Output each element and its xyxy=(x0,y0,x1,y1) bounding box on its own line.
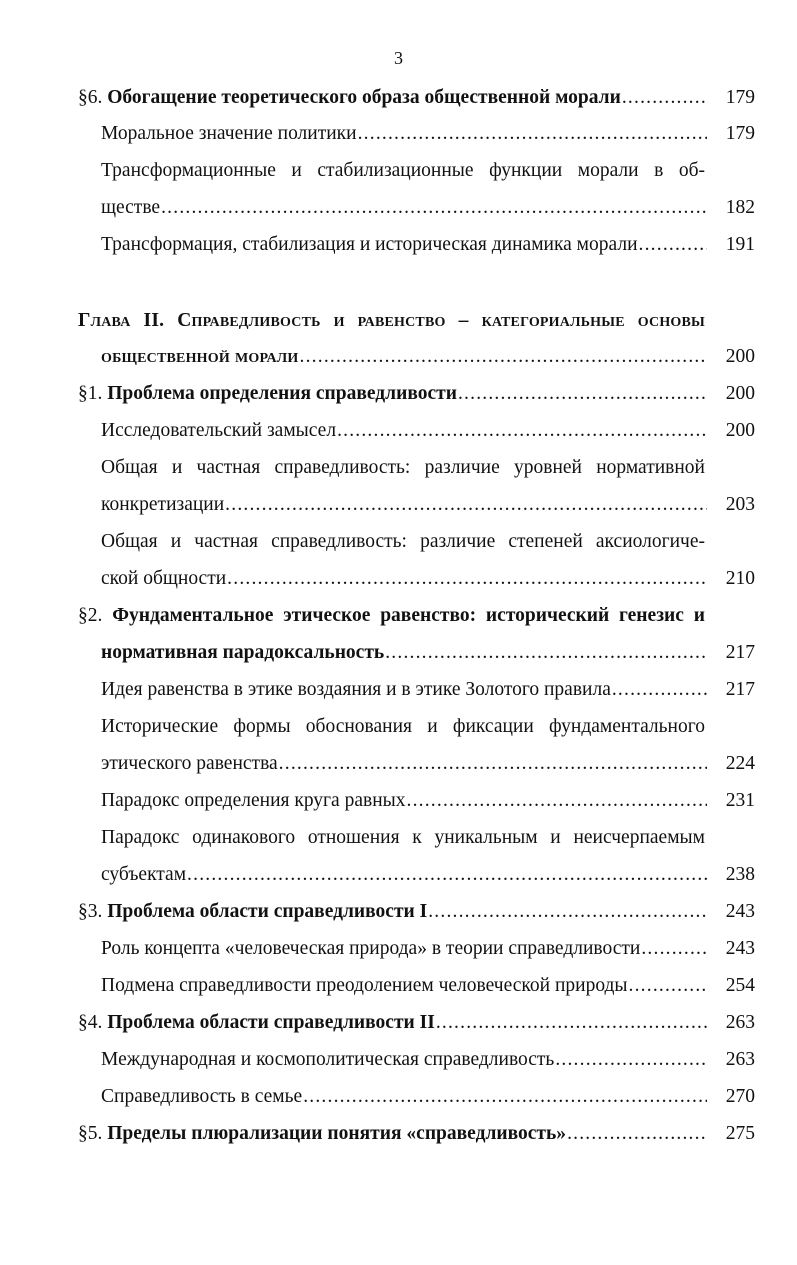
toc-entry-title: Роль концепта «человеческая природа» в теории справедливости xyxy=(101,938,641,959)
toc-entry xyxy=(101,414,755,448)
section-title: Проблема области справедливости II xyxy=(107,1012,435,1033)
leader-dots xyxy=(555,1043,707,1077)
toc-entry-title: Трансформационные и стабилизационные функции морали в об- xyxy=(101,160,705,181)
toc-entry-title: Подмена справедливости преодолением человеческой природы xyxy=(101,975,628,996)
leader-dots xyxy=(225,488,707,522)
toc-entry-title xyxy=(78,81,621,115)
toc-entry-title: Исторические формы обоснования и фиксации фундаментального xyxy=(101,716,705,737)
toc-entry-section-2 xyxy=(78,599,705,633)
section-number: §2. xyxy=(78,605,113,626)
toc-entry-title: Справедливость в семье xyxy=(101,1086,303,1107)
leader-dots xyxy=(337,414,707,448)
toc-entry-title: ской общности xyxy=(101,568,227,589)
toc-page-number: 210 xyxy=(725,568,755,589)
toc-page-number: 263 xyxy=(725,1012,755,1033)
leader-dots xyxy=(227,562,707,596)
toc-entry-title: конкретизации xyxy=(101,494,225,515)
toc-entry xyxy=(101,747,755,781)
chapter-title: общественной морали xyxy=(101,346,299,367)
chapter-heading xyxy=(78,304,705,338)
toc-entry-title: Исследовательский замысел xyxy=(101,420,337,441)
leader-dots xyxy=(629,969,707,1003)
toc-entry-section-3 xyxy=(78,895,755,929)
leader-dots xyxy=(567,1117,707,1151)
toc-page-number: 200 xyxy=(725,383,755,404)
toc-page-number: 238 xyxy=(725,864,755,885)
toc-entry xyxy=(101,932,755,966)
toc-entry xyxy=(101,969,755,1003)
toc-entry xyxy=(101,858,755,892)
leader-dots xyxy=(300,340,707,374)
section-title: Обогащение теоретического образа общественной морали xyxy=(107,87,621,108)
toc-entry-title: ществе xyxy=(101,197,161,218)
toc-entry-title: Трансформация, стабилизация и историческая динамика морали xyxy=(101,234,638,255)
section-title: Проблема определения справедливости xyxy=(107,383,457,404)
toc-page-number: 217 xyxy=(725,642,755,663)
toc-entry xyxy=(101,562,755,596)
toc-entry-title xyxy=(78,895,427,929)
toc-entry xyxy=(101,117,755,151)
leader-dots xyxy=(622,81,707,115)
toc-page-number: 191 xyxy=(725,234,755,255)
toc-page-number: 263 xyxy=(725,1049,755,1070)
toc-entry-line xyxy=(101,525,705,559)
toc-page-number: 182 xyxy=(725,197,755,218)
toc-page-number: 179 xyxy=(725,87,755,108)
toc-page-number: 243 xyxy=(725,938,755,959)
leader-dots xyxy=(428,895,707,929)
section-number: §1. xyxy=(78,383,108,404)
leader-dots xyxy=(407,784,708,818)
chapter-title: Глава II. Справедливость и равенство – категориальные основы xyxy=(78,310,705,331)
toc-page-number: 243 xyxy=(725,901,755,922)
toc-entry-title xyxy=(78,1117,566,1151)
page-number: 3 xyxy=(394,48,403,68)
toc-page-number: 270 xyxy=(725,1086,755,1107)
section-number: §3. xyxy=(78,901,108,922)
leader-dots xyxy=(641,932,707,966)
leader-dots xyxy=(279,747,707,781)
toc-page-number: 203 xyxy=(725,494,755,515)
toc-entry-title: Общая и частная справедливость: различие степеней аксиологиче- xyxy=(101,531,705,552)
section-number: §6. xyxy=(78,87,108,108)
toc-entry xyxy=(101,488,755,522)
toc-entry-line xyxy=(101,821,705,855)
toc-entry-title: Моральное значение политики xyxy=(101,123,357,144)
leader-dots xyxy=(612,673,707,707)
toc-entry-line xyxy=(101,710,705,744)
toc-entry xyxy=(101,1043,755,1077)
leader-dots xyxy=(436,1006,707,1040)
toc-entry-section-4 xyxy=(78,1006,755,1040)
toc-entry-line xyxy=(101,451,705,485)
section-title: Фундаментальное этическое равенство: исторический генезис и xyxy=(112,605,705,626)
toc-entry-title: этического равенства xyxy=(101,753,278,774)
toc-page-number: 231 xyxy=(725,790,755,811)
leader-dots xyxy=(187,858,707,892)
toc-entry-section-5 xyxy=(78,1117,755,1151)
toc-entry-title: Парадокс определения круга равных xyxy=(101,790,406,811)
toc-entry-section-2-cont xyxy=(101,636,755,670)
toc-page-number: 200 xyxy=(725,420,755,441)
section-number: §4. xyxy=(78,1012,108,1033)
chapter-heading-cont xyxy=(101,340,755,374)
leader-dots xyxy=(358,117,707,151)
toc-entry xyxy=(101,228,755,262)
toc-page-number: 224 xyxy=(725,753,755,774)
toc-entry xyxy=(101,673,755,707)
toc-entry-title xyxy=(78,599,705,633)
toc-entry-section-6 xyxy=(78,81,755,115)
toc-entry xyxy=(101,1080,755,1114)
toc-entry-title xyxy=(78,377,457,411)
toc-entry-title: Парадокс одинакового отношения к уникальным и неисчерпаемым xyxy=(101,827,705,848)
leader-dots xyxy=(458,377,707,411)
leader-dots xyxy=(303,1080,707,1114)
toc-entry-title: Идея равенства в этике воздаяния и в этике Золотого правила xyxy=(101,679,611,700)
toc-page-number: 200 xyxy=(725,346,755,367)
toc-entry-title: нормативная парадоксальность xyxy=(101,642,385,663)
leader-dots xyxy=(385,636,707,670)
toc-entry-title: Общая и частная справедливость: различие уровней нормативной xyxy=(101,457,705,478)
toc-entry-title: Международная и космополитическая справедливость xyxy=(101,1049,555,1070)
toc-entry xyxy=(101,191,755,225)
toc-entry-line xyxy=(101,154,705,188)
section-title: Пределы плюрализации понятия «справедливость» xyxy=(107,1123,567,1144)
toc-page-number: 275 xyxy=(725,1123,755,1144)
toc-entry-title xyxy=(78,1006,435,1040)
toc-entry xyxy=(101,784,755,818)
toc-entry-title: субъектам xyxy=(101,864,187,885)
toc-page-number: 254 xyxy=(725,975,755,996)
toc-page-number: 217 xyxy=(725,679,755,700)
section-number: §5. xyxy=(78,1123,108,1144)
toc-page-number: 179 xyxy=(725,123,755,144)
section-title: Проблема области справедливости I xyxy=(107,901,428,922)
toc-entry-section-1 xyxy=(78,377,755,411)
leader-dots xyxy=(639,228,707,262)
leader-dots xyxy=(161,191,707,225)
